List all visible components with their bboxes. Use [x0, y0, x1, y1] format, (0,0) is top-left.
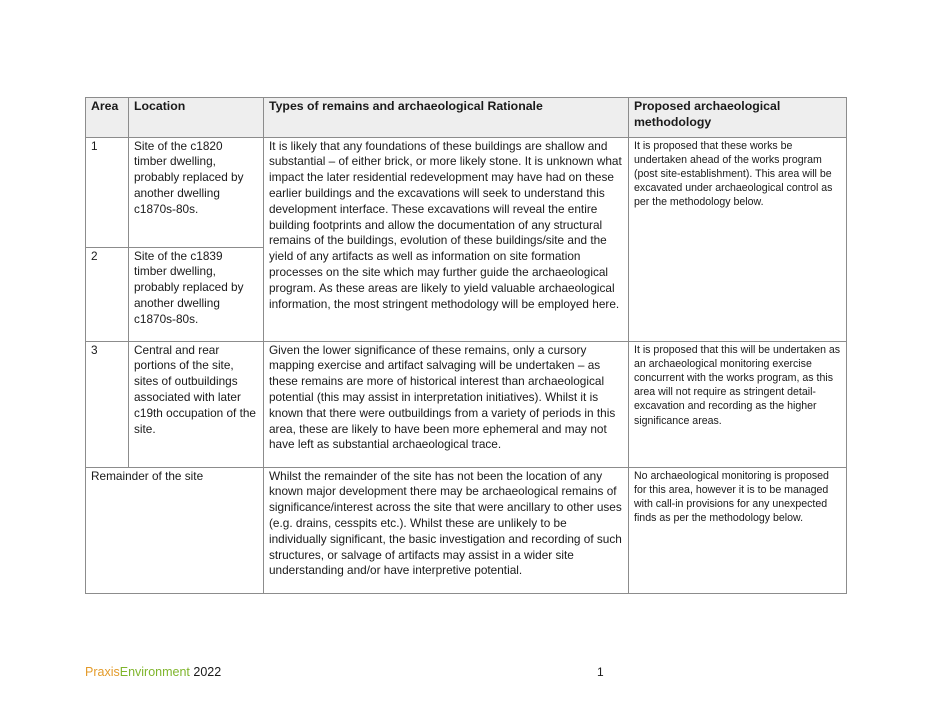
header-location: Location — [129, 98, 264, 138]
footer-year: 2022 — [193, 665, 222, 679]
cell-types: Given the lower significance of these remains, only a cursory mapping exercise and artifact salvaging will be undertaken – as these remains are more of historical interest than archaeological potential (this may assist in interpretation initiatives). Whilst it is known that there were outbuildings from a variety of periods in this area, these are likely to have been more ephemeral and may not have left as substantial archaeological trace. — [264, 341, 629, 467]
cell-area: 1 — [86, 137, 129, 247]
header-types: Types of remains and archaeological Rationale — [264, 98, 629, 138]
cell-location: Site of the c1839 timber dwelling, probably replaced by another dwelling c1870s-80s. — [129, 247, 264, 341]
cell-location: Site of the c1820 timber dwelling, probably replaced by another dwelling c1870s-80s. — [129, 137, 264, 247]
cell-location: Central and rear portions of the site, sites of outbuildings associated with later c19th occupation of the site. — [129, 341, 264, 467]
cell-area: 3 — [86, 341, 129, 467]
archaeology-table — [85, 97, 847, 594]
table-header-row — [86, 98, 847, 138]
brand-praxis: Praxis — [85, 665, 120, 679]
cell-types: It is likely that any foundations of these buildings are shallow and substantial – of either brick, or more likely stone. It is unknown what impact the later residential redevelopment may have had on these earlier buildings and the excavations will seek to understand this development interface. These excavations will reveal the entire building footprints and allow the documentation of any structural remains of the buildings, evolution of these buildings/site and the yield of any artifacts as well as information on site formation processes on the site which may further guide the archaeological program. As these areas are likely to yield valuable archaeological information, the most stringent methodology will be employed here. — [264, 137, 629, 341]
header-area: Area — [86, 98, 129, 138]
table-row — [86, 137, 847, 247]
cell-method: It is proposed that this will be undertaken as an archaeological monitoring exercise concurrent with the works program, as this area will not require as stringent detail-excavation and recording as the higher significance areas. — [629, 341, 847, 467]
table-row — [86, 341, 847, 467]
header-method: Proposed archaeological methodology — [629, 98, 847, 138]
table-row — [86, 467, 847, 593]
cell-area: 2 — [86, 247, 129, 341]
cell-types: Whilst the remainder of the site has not been the location of any known major development there may be archaeological remains of significance/interest across the site that were ancillary to other uses (e.g. drains, cesspits etc.). Whilst these are unlikely to be individually significant, the basic investigation and recording of such structures, or salvage of artifacts may assist in a wider site understanding and/or have interpretive potential. — [264, 467, 629, 593]
cell-method: No archaeological monitoring is proposed for this area, however it is to be managed with call-in provisions for any unexpected finds as per the methodology below. — [629, 467, 847, 593]
page-number: 1 — [597, 665, 604, 679]
cell-area-location: Remainder of the site — [86, 467, 264, 593]
brand-environment: Environment — [119, 665, 190, 679]
cell-method: It is proposed that these works be undertaken ahead of the works program (post site-establishment). This area will be excavated under archaeological control as per the methodology below. — [629, 137, 847, 341]
footer-brand — [85, 665, 221, 679]
